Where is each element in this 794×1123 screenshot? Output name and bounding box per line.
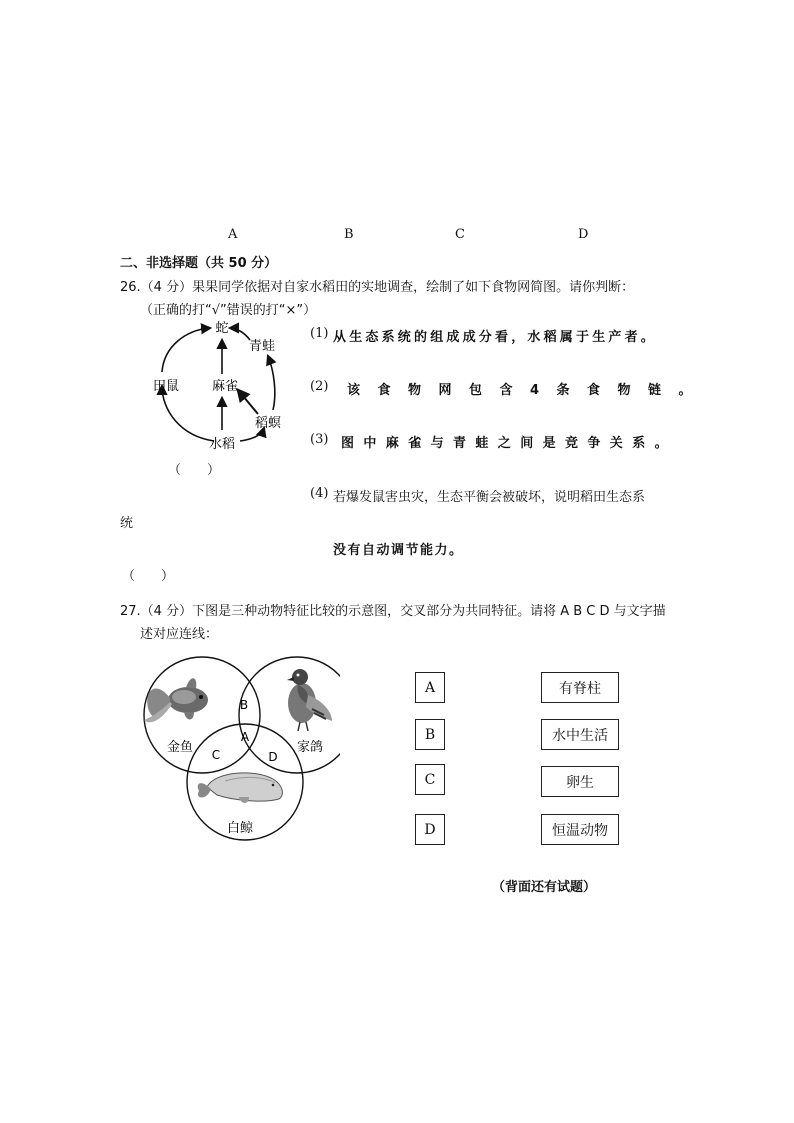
- goldfish-label: 金鱼: [166, 740, 194, 755]
- match-letter-a[interactable]: A: [415, 672, 445, 703]
- pigeon-image: [287, 669, 332, 731]
- arrow-locust-to-sparrow: [238, 390, 258, 414]
- match-letter-b[interactable]: B: [415, 719, 445, 750]
- whale-label: 白鲸: [226, 821, 254, 836]
- node-vole: 田鼠: [152, 379, 180, 394]
- prev-option-d: D: [578, 227, 589, 242]
- q27-stem: 27.（4 分）下图是三种动物特征比较的示意图，交叉部分为共同特征。请将 A B C D 与文字描: [120, 604, 666, 619]
- q26-item2-text: 该食物网包含4条食物链。: [347, 383, 710, 398]
- goldfish-image: [144, 678, 208, 722]
- venn-diagram: [140, 655, 340, 845]
- section-title: 二、非选择题（共 50 分）: [120, 256, 278, 271]
- feature-aquatic-life[interactable]: 水中生活: [541, 719, 619, 750]
- feature-vertebral-column[interactable]: 有脊柱: [541, 672, 619, 703]
- node-locust: 稻螟: [254, 416, 282, 431]
- q27-stem2: 述对应连线：: [140, 627, 219, 642]
- q26-item3-num: (3): [310, 432, 329, 447]
- match-letter-d[interactable]: D: [415, 814, 445, 845]
- region-b-label: B: [239, 698, 249, 712]
- q26-item3-text: 图中麻雀与青蛙之间是竞争关系。: [341, 436, 678, 451]
- pigeon-label: 家鸽: [296, 740, 324, 755]
- q26-item1-text: 从生态系统的组成成分看，水稻属于生产者。: [333, 330, 658, 345]
- prev-option-a: A: [228, 227, 238, 242]
- match-letter-c[interactable]: C: [415, 764, 445, 795]
- node-sparrow: 麻雀: [211, 379, 239, 394]
- feature-oviparous[interactable]: 卵生: [541, 766, 619, 797]
- whale-image: [198, 773, 283, 803]
- q26-item2-num: (2): [310, 379, 329, 394]
- q26-stem: 26.（4 分）果果同学依据对自家水稻田的实地调查，绘制了如下食物网简图。请你判断：: [120, 280, 635, 295]
- node-snake: 蛇: [215, 321, 229, 336]
- arrow-locust-to-frog: [268, 356, 275, 410]
- prev-option-c: C: [455, 227, 465, 242]
- q26-item4-num: (4): [310, 486, 329, 501]
- q26-answer-bracket-2[interactable]: （ ）: [122, 569, 175, 584]
- q26-answer-bracket-1[interactable]: （ ）: [168, 463, 221, 478]
- q26-item1-num: (1): [310, 326, 329, 341]
- feature-warm-blooded[interactable]: 恒温动物: [541, 814, 619, 845]
- region-d-label: D: [268, 750, 278, 764]
- arrow-rice-to-vole: [162, 386, 214, 441]
- node-frog: 青蛙: [248, 339, 276, 354]
- arrow-vole-to-snake: [162, 328, 210, 372]
- page-footer-note: （背面还有试题）: [492, 880, 597, 895]
- arrow-frog-to-snake: [230, 328, 250, 340]
- region-c-label: C: [211, 748, 221, 762]
- node-rice: 水稻: [208, 437, 236, 452]
- region-a-label: A: [240, 730, 250, 744]
- q26-item4-wrap: 统: [120, 516, 134, 531]
- prev-option-b: B: [344, 227, 354, 242]
- q26-item4-text: 若爆发鼠害虫灾，生态平衡会被破坏，说明稻田生态系: [333, 490, 646, 505]
- q26-item4-cont: 没有自动调节能力。: [333, 543, 464, 558]
- q26-instruction: （正确的打“√”错误的打“×”）: [140, 303, 317, 318]
- food-web-diagram: [140, 318, 300, 458]
